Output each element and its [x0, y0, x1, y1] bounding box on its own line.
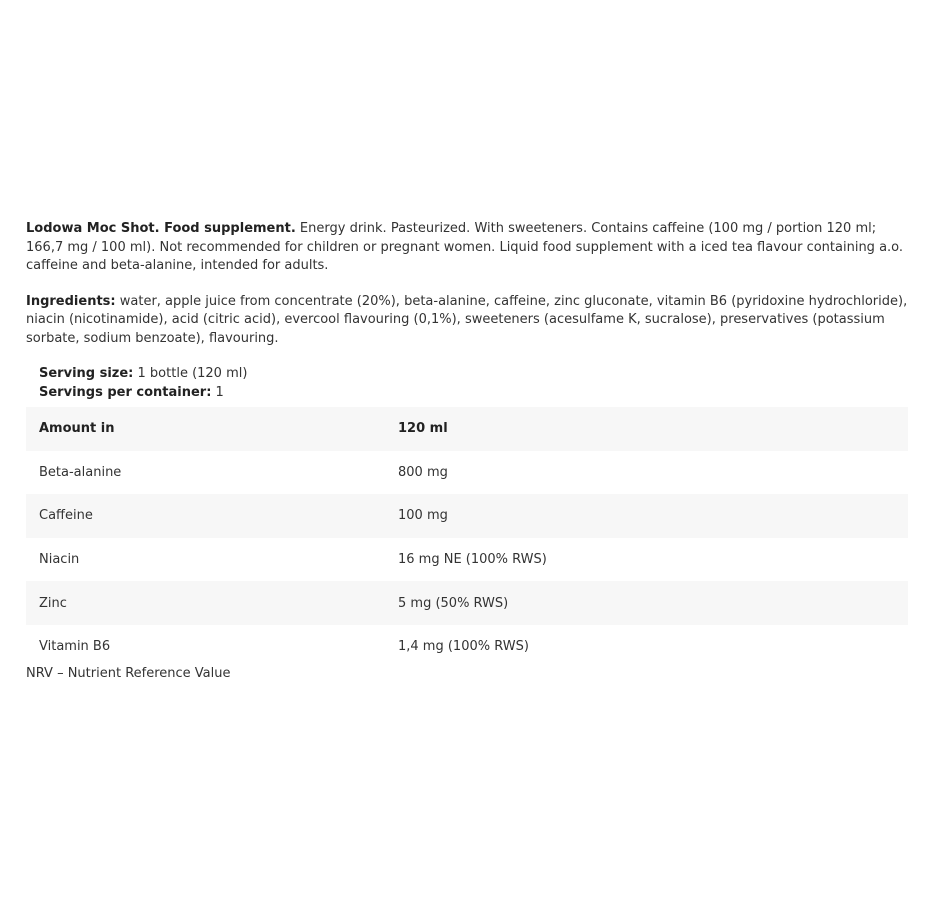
ingredients-paragraph	[26, 293, 910, 349]
header-portion: 120 ml	[385, 407, 908, 451]
serving-size-label: Serving size:	[39, 366, 134, 381]
servings-per-container	[26, 384, 910, 403]
nutrient-amount: 800 mg	[398, 464, 448, 480]
nutrient-name: Beta-alanine	[39, 464, 122, 480]
product-description	[26, 220, 910, 276]
product-title: Lodowa Moc Shot. Food supplement.	[26, 221, 296, 236]
nutrient-name: Niacin	[39, 552, 80, 568]
nutrition-table	[26, 407, 908, 669]
table-row	[26, 494, 908, 538]
product-info	[26, 220, 910, 683]
servings-per-container-label: Servings per container:	[39, 384, 212, 400]
table-row	[26, 451, 908, 495]
description-text: Energy drink. Pasteurized. With sweeteners. Contains caffeine (100 mg / portion 120 ml; 166,7 mg / 100 ml). Not recommended for children or pregnant women. Liquid food supplement with a iced tea flavour containing a.o. caffeine and beta-alanine, intended for adults.	[26, 221, 904, 273]
nutrient-name: Caffeine	[26, 494, 385, 538]
ingredients-text: water, apple juice from concentrate (20%), beta-alanine, caffeine, zinc gluconate, vitamin B6 (pyridoxine hydrochloride), niacin (nicotinamide), acid (citric acid), evercool flavouring (0,1%), sweeteners (acesulfame K, sucralose), preservatives (potassium sorbate, sodium benzoate), flavouring.	[26, 293, 908, 346]
table-row	[26, 538, 908, 582]
ingredients-label: Ingredients:	[26, 293, 116, 309]
servings-per-container-value: 1	[211, 384, 224, 400]
serving-size-value: 1 bottle (120 ml)	[133, 366, 248, 381]
table-header-row	[26, 407, 908, 451]
nutrient-amount: 5 mg (50% RWS)	[385, 581, 908, 625]
nrv-footnote: NRV – Nutrient Reference Value	[26, 665, 231, 681]
nutrient-amount: 1,4 mg (100% RWS)	[398, 639, 529, 655]
nutrient-name: Vitamin B6	[39, 639, 111, 655]
nutrient-amount: 16 mg NE (100% RWS)	[398, 552, 547, 568]
nutrient-amount: 100 mg	[385, 494, 908, 538]
table-row	[26, 625, 908, 669]
nutrient-name: Zinc	[26, 581, 385, 625]
table-row	[26, 581, 908, 625]
serving-size	[26, 365, 910, 384]
header-amount-in: Amount in	[26, 407, 385, 451]
